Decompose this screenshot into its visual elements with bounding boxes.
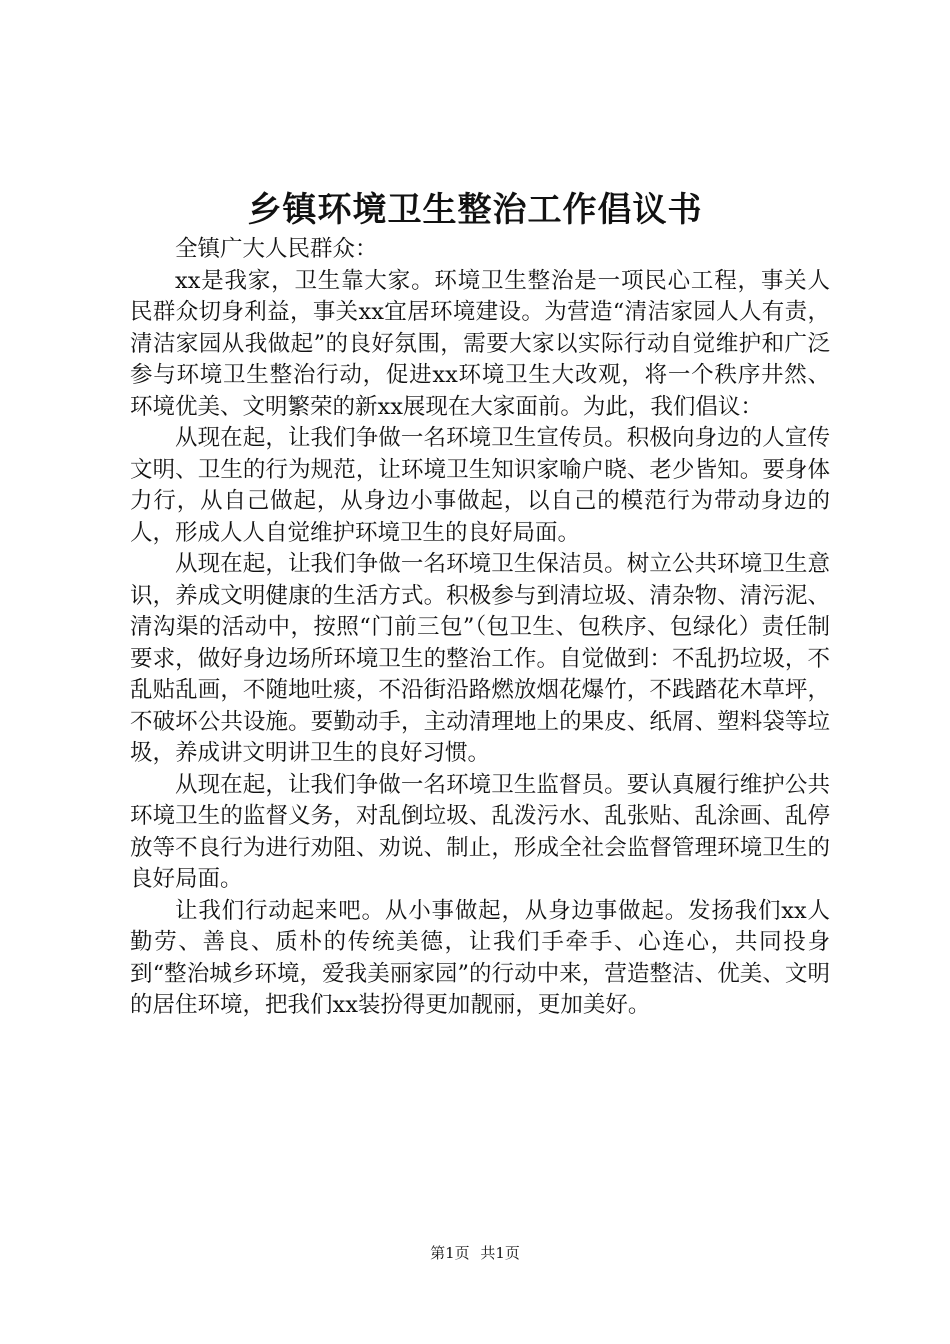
document-title: 乡镇环境卫生整治工作倡议书 bbox=[247, 190, 703, 230]
paragraph-closing: 让我们行动起来吧。从小事做起，从身边事做起。发扬我们xx人勤劳、善良、质朴的传统美德，让我们手牵手、心连心，共同投身到“整治城乡环境，爱我美丽家园”的行动中来，营造整洁、优美、文明的居住环境，把我们xx装扮得更加靓丽，更加美好。 bbox=[130, 897, 830, 1018]
paragraph-cleaning: 从现在起，让我们争做一名环境卫生保洁员。树立公共环境卫生意识，养成文明健康的生活方式。积极参与到清垃圾、清杂物、清污泥、清沟渠的活动中，按照“门前三包”（包卫生、包秩序、包绿化）责任制要求，做好身边场所环境卫生的整治工作。自觉做到：不乱扔垃圾，不乱贴乱画，不随地吐痰，不沿街沿路燃放烟花爆竹，不践踏花木草坪，不破坏公共设施。要勤动手，主动清理地上的果皮、纸屑、塑料袋等垃圾，养成讲文明讲卫生的良好习惯。 bbox=[130, 551, 830, 766]
document-body bbox=[130, 234, 830, 1022]
paragraph-publicity: 从现在起，让我们争做一名环境卫生宣传员。积极向身边的人宣传文明、卫生的行为规范，让环境卫生知识家喻户晓、老少皆知。要身体力行，从自己做起，从身边小事做起，以自己的模范行为带动身边的人，形成人人自觉维护环境卫生的良好局面。 bbox=[130, 425, 830, 546]
page-total: 共1页 bbox=[480, 1244, 520, 1262]
page-footer bbox=[0, 1243, 950, 1263]
paragraph-supervision: 从现在起，让我们争做一名环境卫生监督员。要认真履行维护公共环境卫生的监督义务，对乱倒垃圾、乱泼污水、乱张贴、乱涂画、乱停放等不良行为进行劝阻、劝说、制止，形成全社会监督管理环境卫生的良好局面。 bbox=[130, 771, 830, 892]
page-number: 第1页 bbox=[430, 1244, 470, 1262]
paragraph-intro: xx是我家，卫生靠大家。环境卫生整治是一项民心工程，事关人民群众切身利益，事关xx宜居环境建设。为营造“清洁家园人人有责，清洁家园从我做起”的良好氛围，需要大家以实际行动自觉维护和广泛参与环境卫生整治行动，促进xx环境卫生大改观，将一个秩序井然、环境优美、文明繁荣的新xx展现在大家面前。为此，我们倡议： bbox=[130, 267, 830, 420]
salutation: 全镇广大人民群众： bbox=[175, 236, 378, 262]
